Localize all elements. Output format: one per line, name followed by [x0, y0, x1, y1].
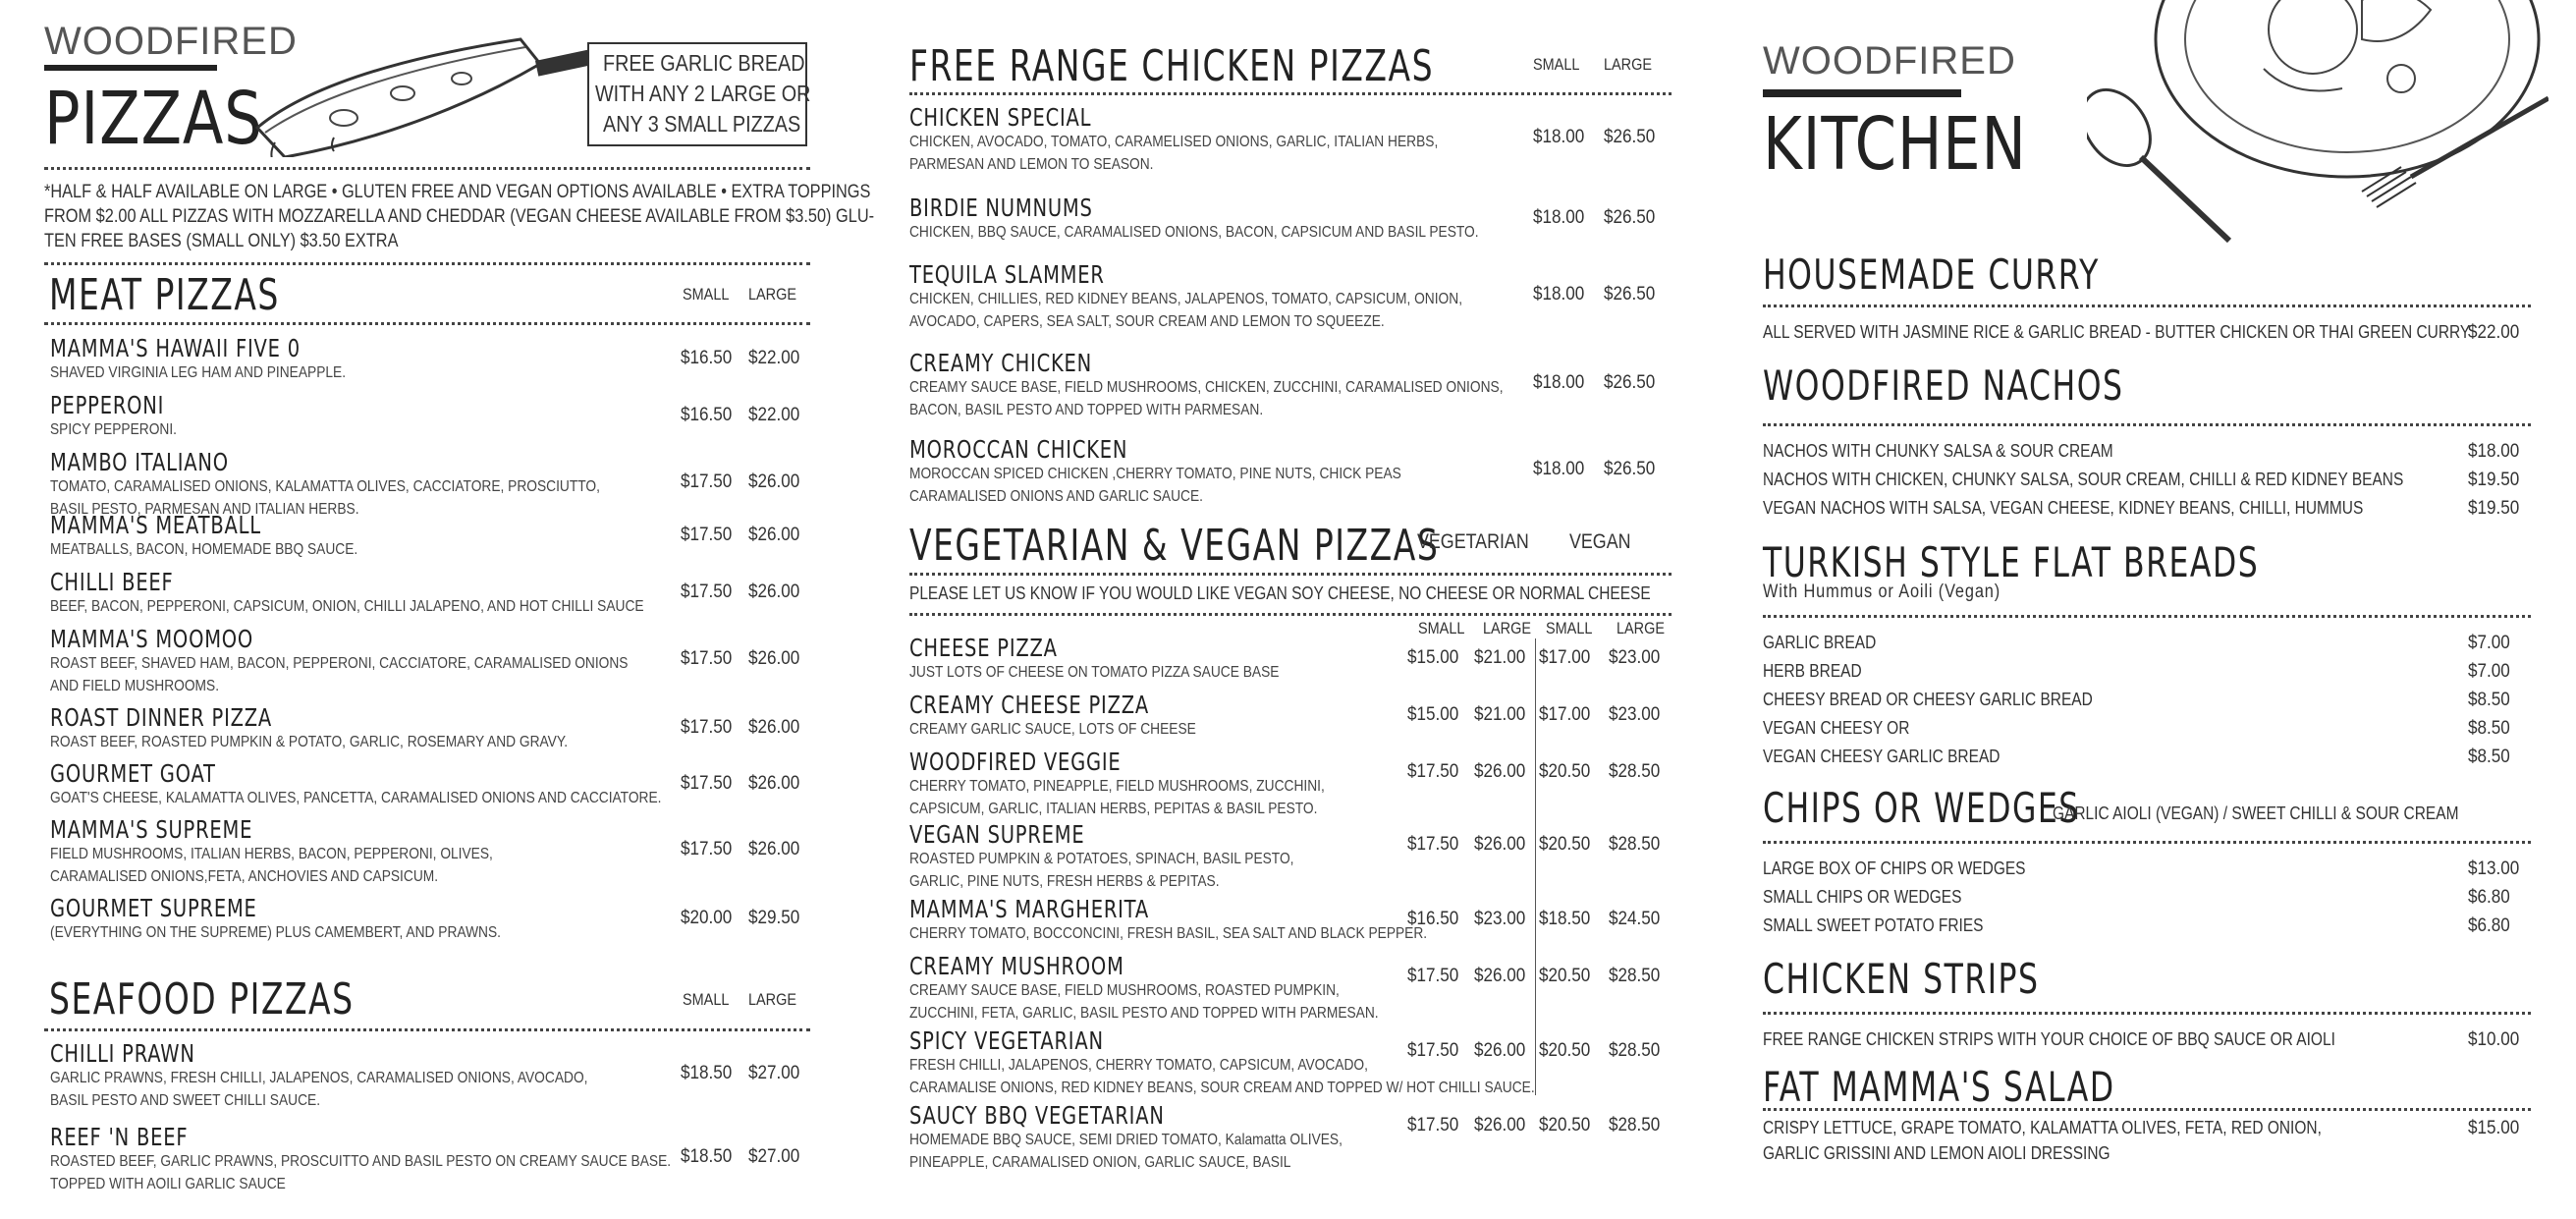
menu-item-label: NACHOS WITH CHUNKY SALSA & SOUR CREAM: [1763, 441, 2113, 461]
menu-item-label: LARGE BOX OF CHIPS OR WEDGES: [1763, 859, 2026, 878]
price-large: $26.00: [748, 717, 800, 738]
menu-item-price: $18.00: [2468, 441, 2520, 462]
col-header-large: LARGE: [748, 990, 796, 1009]
price-vegan-large: $28.50: [1609, 1115, 1661, 1136]
section-title-flatbreads: TURKISH STYLE FLAT BREADS: [1763, 538, 2260, 586]
salad-description: GARLIC GRISSINI AND LEMON AIOLI DRESSING: [1763, 1143, 2110, 1163]
price-veg-small: $15.00: [1407, 647, 1459, 668]
plate-cutlery-illustration: [2087, 0, 2549, 255]
salad-description: CRISPY LETTUCE, GRAPE TOMATO, KALAMATTA OLIVES, FETA, RED ONION,: [1763, 1118, 2322, 1137]
divider: [1763, 305, 2531, 307]
item-name: MAMMA'S MARGHERITA: [909, 895, 1149, 923]
menu-item-label: GARLIC BREAD: [1763, 633, 1877, 652]
menu-item-label: NACHOS WITH CHICKEN, CHUNKY SALSA, SOUR CREAM, CHILLI & RED KIDNEY BEANS: [1763, 470, 2404, 489]
price-veg-large: $26.00: [1474, 834, 1526, 855]
section-title-chips: CHIPS OR WEDGES: [1763, 784, 2080, 832]
price-large: $27.00: [748, 1146, 800, 1167]
vegan-cheese-note: PLEASE LET US KNOW IF YOU WOULD LIKE VEGAN SOY CHEESE, NO CHEESE OR NORMAL CHEESE: [909, 583, 1651, 603]
item-name: CHILLI PRAWN: [50, 1039, 195, 1068]
promo-line-1: FREE GARLIC BREAD: [603, 50, 805, 76]
price-small: $20.00: [681, 908, 733, 928]
kitchen-column: [1763, 0, 2531, 1219]
item-description: CREAMY SAUCE BASE, FIELD MUSHROOMS, CHICKEN, ZUCCHINI, CARAMALISED ONIONS,: [909, 379, 1504, 396]
item-name: MAMMA'S HAWAII FIVE 0: [50, 334, 301, 362]
item-description: CAPSICUM, GARLIC, ITALIAN HERBS, PEPITAS & BASIL PESTO.: [909, 801, 1318, 817]
price-vegan-small: $20.50: [1539, 761, 1591, 782]
menu-item-price: $6.80: [2468, 887, 2510, 908]
note-line: FROM $2.00 ALL PIZZAS WITH MOZZARELLA AND CHEDDAR (VEGAN CHEESE AVAILABLE FROM $3.50) GLU-: [44, 206, 875, 227]
price-vegan-large: $24.50: [1609, 909, 1661, 929]
price-vegan-small: $17.00: [1539, 704, 1591, 725]
price-veg-large: $21.00: [1474, 704, 1526, 725]
menu-item-price: $13.00: [2468, 859, 2520, 879]
section-title-curry: HOUSEMADE CURRY: [1763, 250, 2100, 299]
price-large: $26.50: [1604, 284, 1656, 305]
price-large: $26.00: [748, 582, 800, 602]
menu-item-price: $15.00: [2468, 1118, 2520, 1138]
section-title-strips: CHICKEN STRIPS: [1763, 955, 2040, 1003]
item-description: PINEAPPLE, CARAMALISED ONION, GARLIC SAUCE, BASIL: [909, 1154, 1291, 1171]
price-veg-small: $17.50: [1407, 834, 1459, 855]
col-header-small: SMALL: [1533, 55, 1580, 74]
item-name: CREAMY CHICKEN: [909, 349, 1093, 377]
price-small: $18.00: [1533, 284, 1585, 305]
item-name: REEF 'N BEEF: [50, 1123, 189, 1151]
price-vegan-large: $23.00: [1609, 647, 1661, 668]
item-description: PARMESAN AND LEMON TO SEASON.: [909, 156, 1154, 173]
price-vegan-small: $20.50: [1539, 1040, 1591, 1061]
brand-kitchen-title: KITCHEN: [1763, 102, 2027, 187]
item-name: CHILLI BEEF: [50, 568, 174, 596]
divider: [1763, 1108, 2531, 1111]
price-vegan-small: $20.50: [1539, 834, 1591, 855]
item-name: GOURMET SUPREME: [50, 894, 257, 922]
price-veg-small: $17.50: [1407, 1115, 1459, 1136]
item-description: SHAVED VIRGINIA LEG HAM AND PINEAPPLE.: [50, 364, 347, 381]
price-vegan-large: $28.50: [1609, 834, 1661, 855]
menu-item-price: $6.80: [2468, 915, 2510, 936]
col-header-large: LARGE: [748, 285, 796, 304]
pizzas-column: [44, 0, 875, 1219]
price-veg-large: $26.00: [1474, 761, 1526, 782]
price-small: $18.00: [1533, 372, 1585, 393]
price-large: $26.00: [748, 839, 800, 859]
col-header-small: SMALL: [683, 285, 730, 304]
item-description: ROASTED PUMPKIN & POTATOES, SPINACH, BASIL PESTO,: [909, 851, 1294, 867]
item-description: GARLIC PRAWNS, FRESH CHILLI, JALAPENOS, CARAMALISED ONIONS, AVOCADO,: [50, 1070, 588, 1086]
divider: [1763, 1012, 2531, 1015]
menu-item-label: SMALL CHIPS OR WEDGES: [1763, 887, 1962, 907]
item-description: FIELD MUSHROOMS, ITALIAN HERBS, BACON, PEPPERONI, OLIVES,: [50, 846, 493, 862]
price-veg-large: $23.00: [1474, 909, 1526, 929]
item-description: TOPPED WITH AOILI GARLIC SAUCE: [50, 1176, 286, 1192]
divider: [909, 92, 1672, 95]
col-header-vegan-large: LARGE: [1617, 619, 1665, 637]
menu-item-label: ALL SERVED WITH JASMINE RICE & GARLIC BREAD - BUTTER CHICKEN OR THAI GREEN CURRY: [1763, 322, 2471, 342]
divider: [44, 322, 810, 325]
price-veg-small: $17.50: [1407, 761, 1459, 782]
item-description: BEEF, BACON, PEPPERONI, CAPSICUM, ONION, CHILLI JALAPENO, AND HOT CHILLI SAUCE: [50, 598, 644, 615]
section-title-chicken: FREE RANGE CHICKEN PIZZAS: [909, 41, 1435, 91]
menu-item-price: $22.00: [2468, 322, 2520, 343]
price-vegan-large: $28.50: [1609, 761, 1661, 782]
item-description: CREAMY GARLIC SAUCE, LOTS OF CHEESE: [909, 721, 1196, 738]
item-description: FRESH CHILLI, JALAPENOS, CHERRY TOMATO, CAPSICUM, AVOCADO,: [909, 1057, 1368, 1074]
item-name: SAUCY BBQ VEGETARIAN: [909, 1101, 1165, 1130]
promo-line-3: ANY 3 SMALL PIZZAS: [603, 111, 801, 137]
brand-underline: [44, 65, 217, 71]
menu-item-price: $19.50: [2468, 470, 2520, 490]
item-name: CHICKEN SPECIAL: [909, 103, 1092, 132]
section-title-meat: MEAT PIZZAS: [49, 270, 280, 320]
section-subtitle: With Hummus or Aoili (Vegan): [1763, 582, 2001, 602]
note-line: *HALF & HALF AVAILABLE ON LARGE • GLUTEN FREE AND VEGAN OPTIONS AVAILABLE • EXTRA TOPPINGS: [44, 182, 871, 202]
price-small: $17.50: [681, 471, 733, 492]
col-header-veg-small: SMALL: [1418, 619, 1465, 637]
item-name: VEGAN SUPREME: [909, 820, 1085, 849]
divider: [909, 573, 1672, 576]
brand-underline: [1763, 89, 1961, 97]
price-small: $17.50: [681, 839, 733, 859]
price-small: $16.50: [681, 348, 733, 368]
price-vegan-small: $20.50: [1539, 966, 1591, 986]
price-veg-small: $16.50: [1407, 909, 1459, 929]
item-description: AND FIELD MUSHROOMS.: [50, 678, 220, 694]
item-description: CARAMALISED ONIONS,FETA, ANCHOVIES AND CAPSICUM.: [50, 868, 439, 885]
item-name: TEQUILA SLAMMER: [909, 260, 1105, 289]
menu-item-label: FREE RANGE CHICKEN STRIPS WITH YOUR CHOICE OF BBQ SAUCE OR AIOLI: [1763, 1029, 2335, 1049]
item-description: MOROCCAN SPICED CHICKEN ,CHERRY TOMATO, PINE NUTS, CHICK PEAS: [909, 466, 1401, 482]
price-veg-small: $17.50: [1407, 966, 1459, 986]
item-name: ROAST DINNER PIZZA: [50, 703, 273, 732]
menu-notes: [44, 180, 1010, 253]
divider: [1763, 615, 2531, 618]
menu-item-label: CHEESY BREAD OR CHEESY GARLIC BREAD: [1763, 690, 2093, 709]
price-large: $29.50: [748, 908, 800, 928]
menu-item-price: $7.00: [2468, 633, 2510, 653]
menu-item-price: $7.00: [2468, 661, 2510, 682]
item-description: CARAMALISED ONIONS AND GARLIC SAUCE.: [909, 488, 1203, 505]
item-description: GARLIC, PINE NUTS, FRESH HERBS & PEPITAS.: [909, 873, 1220, 890]
menu-item-price: $10.00: [2468, 1029, 2520, 1050]
price-small: $18.00: [1533, 207, 1585, 228]
menu-item-label: VEGAN CHEESY GARLIC BREAD: [1763, 747, 2001, 766]
price-small: $18.00: [1533, 127, 1585, 147]
col-header-large: LARGE: [1604, 55, 1652, 74]
col-header-vegetarian: VEGETARIAN: [1417, 530, 1529, 553]
item-description: BASIL PESTO, PARMESAN AND ITALIAN HERBS.: [50, 501, 359, 518]
section-title-salad: FAT MAMMA'S SALAD: [1763, 1063, 2115, 1111]
price-small: $16.50: [681, 405, 733, 425]
item-name: PEPPERONI: [50, 391, 165, 419]
menu-item-label: SMALL SWEET POTATO FRIES: [1763, 915, 1984, 935]
price-large: $22.00: [748, 348, 800, 368]
price-small: $18.50: [681, 1146, 733, 1167]
item-description: ROAST BEEF, SHAVED HAM, BACON, PEPPERONI, CACCIATORE, CARAMALISED ONIONS: [50, 655, 629, 672]
price-vegan-large: $23.00: [1609, 704, 1661, 725]
price-large: $26.00: [748, 773, 800, 794]
item-description: TOMATO, CARAMALISED ONIONS, KALAMATTA OLIVES, CACCIATORE, PROSCIUTTO,: [50, 478, 600, 495]
item-description: BASIL PESTO AND SWEET CHILLI SAUCE.: [50, 1092, 321, 1109]
divider: [909, 613, 1672, 616]
item-name: SPICY VEGETARIAN: [909, 1026, 1104, 1055]
item-name: GOURMET GOAT: [50, 759, 216, 788]
menu-item-label: VEGAN NACHOS WITH SALSA, VEGAN CHEESE, KIDNEY BEANS, CHILLI, HUMMUS: [1763, 498, 2364, 518]
price-small: $17.50: [681, 717, 733, 738]
item-description: CHICKEN, BBQ SAUCE, CARAMALISED ONIONS, BACON, CAPSICUM AND BASIL PESTO.: [909, 224, 1479, 241]
price-vegan-large: $28.50: [1609, 1040, 1661, 1061]
item-name: MAMMA'S MOOMOO: [50, 625, 254, 653]
item-description: CHERRY TOMATO, PINEAPPLE, FIELD MUSHROOMS, ZUCCHINI,: [909, 778, 1325, 795]
price-large: $26.50: [1604, 459, 1656, 479]
item-name: MOROCCAN CHICKEN: [909, 435, 1128, 464]
item-description: (EVERYTHING ON THE SUPREME) PLUS CAMEMBERT, AND PRAWNS.: [50, 924, 501, 941]
price-veg-large: $26.00: [1474, 1040, 1526, 1061]
item-name: BIRDIE NUMNUMS: [909, 194, 1093, 222]
price-large: $26.50: [1604, 127, 1656, 147]
divider: [1763, 423, 2531, 426]
price-vegan-small: $18.50: [1539, 909, 1591, 929]
item-description: ZUCCHINI, FETA, GARLIC, BASIL PESTO AND TOPPED WITH PARMESAN.: [909, 1005, 1379, 1022]
price-veg-large: $26.00: [1474, 966, 1526, 986]
col-header-vegan: VEGAN: [1569, 530, 1631, 553]
item-name: CHEESE PIZZA: [909, 634, 1058, 662]
divider: [44, 167, 810, 170]
item-description: SPICY PEPPERONI.: [50, 421, 177, 438]
divider: [44, 262, 810, 265]
item-description: CHICKEN, CHILLIES, RED KIDNEY BEANS, JALAPENOS, TOMATO, CAPSICUM, ONION,: [909, 291, 1463, 307]
price-large: $26.00: [748, 471, 800, 492]
pizza-slice-illustration: [246, 20, 638, 157]
item-description: CREAMY SAUCE BASE, FIELD MUSHROOMS, ROASTED PUMPKIN,: [909, 982, 1340, 999]
item-description: BACON, BASIL PESTO AND TOPPED WITH PARMESAN.: [909, 402, 1264, 418]
menu-item-price: $8.50: [2468, 747, 2510, 767]
price-small: $17.50: [681, 648, 733, 669]
price-veg-large: $21.00: [1474, 647, 1526, 668]
menu-item-price: $8.50: [2468, 718, 2510, 739]
promo-line-2: WITH ANY 2 LARGE OR: [595, 81, 811, 106]
vegan-column-separator: [1535, 638, 1536, 1095]
price-small: $18.50: [681, 1063, 733, 1083]
item-description: ROASTED BEEF, GARLIC PRAWNS, PROSCUITTO AND BASIL PESTO ON CREAMY SAUCE BASE.: [50, 1153, 672, 1170]
menu-item-label: HERB BREAD: [1763, 661, 1862, 681]
item-name: MAMMA'S SUPREME: [50, 815, 253, 844]
brand-pizzas-title: PIZZAS: [44, 77, 263, 161]
menu-item-price: $19.50: [2468, 498, 2520, 519]
chicken-vegetarian-column: [909, 0, 1672, 1219]
price-small: $17.50: [681, 582, 733, 602]
price-large: $26.50: [1604, 207, 1656, 228]
section-title-vegetarian: VEGETARIAN & VEGAN PIZZAS: [909, 521, 1440, 571]
price-large: $27.00: [748, 1063, 800, 1083]
divider: [1763, 841, 2531, 844]
price-large: $22.00: [748, 405, 800, 425]
divider: [44, 1028, 810, 1031]
price-vegan-small: $20.50: [1539, 1115, 1591, 1136]
section-title-seafood: SEAFOOD PIZZAS: [49, 974, 355, 1025]
item-name: WOODFIRED VEGGIE: [909, 748, 1122, 776]
item-description: JUST LOTS OF CHEESE ON TOMATO PIZZA SAUCE BASE: [909, 664, 1280, 681]
price-large: $26.50: [1604, 372, 1656, 393]
item-description: CARAMALISE ONIONS, RED KIDNEY BEANS, SOUR CREAM AND TOPPED W/ HOT CHILLI SAUCE.: [909, 1080, 1535, 1096]
col-header-small: SMALL: [683, 990, 730, 1009]
item-description: HOMEMADE BBQ SAUCE, SEMI DRIED TOMATO, Kalamatta OLIVES,: [909, 1132, 1343, 1148]
menu-item-label: VEGAN CHEESY OR: [1763, 718, 1910, 738]
price-vegan-small: $17.00: [1539, 647, 1591, 668]
price-veg-small: $17.50: [1407, 1040, 1459, 1061]
item-description: MEATBALLS, BACON, HOMEMADE BBQ SAUCE.: [50, 541, 358, 558]
col-header-vegan-small: SMALL: [1546, 619, 1593, 637]
item-description: CHICKEN, AVOCADO, TOMATO, CARAMELISED ONIONS, GARLIC, ITALIAN HERBS,: [909, 134, 1439, 150]
item-name: CREAMY MUSHROOM: [909, 952, 1124, 980]
price-veg-small: $15.00: [1407, 704, 1459, 725]
menu-item-price: $8.50: [2468, 690, 2510, 710]
price-large: $26.00: [748, 525, 800, 545]
item-name: MAMBO ITALIANO: [50, 448, 229, 476]
col-header-veg-large: LARGE: [1483, 619, 1531, 637]
price-small: $17.50: [681, 525, 733, 545]
note-line: TEN FREE BASES (SMALL ONLY) $3.50 EXTRA: [44, 231, 399, 251]
section-title-nachos: WOODFIRED NACHOS: [1763, 361, 2124, 410]
item-name: CREAMY CHEESE PIZZA: [909, 691, 1149, 719]
price-large: $26.00: [748, 648, 800, 669]
brand-woodfired-label: WOODFIRED: [44, 20, 298, 63]
price-veg-large: $26.00: [1474, 1115, 1526, 1136]
item-name: MAMMA'S MEATBALL: [50, 511, 261, 539]
item-description: ROAST BEEF, ROASTED PUMPKIN & POTATO, GARLIC, ROSEMARY AND GRAVY.: [50, 734, 569, 750]
price-vegan-large: $28.50: [1609, 966, 1661, 986]
price-small: $17.50: [681, 773, 733, 794]
brand-woodfired-label: WOODFIRED: [1763, 39, 2016, 83]
price-small: $18.00: [1533, 459, 1585, 479]
item-description: AVOCADO, CAPERS, SEA SALT, SOUR CREAM AND LEMON TO SQUEEZE.: [909, 313, 1385, 330]
promo-box: [587, 42, 811, 146]
item-description: CHERRY TOMATO, BOCCONCINI, FRESH BASIL, SEA SALT AND BLACK PEPPER.: [909, 925, 1428, 942]
item-description: GOAT'S CHEESE, KALAMATTA OLIVES, PANCETTA, CARAMALISED ONIONS AND CACCIATORE.: [50, 790, 662, 806]
section-subtitle: GARLIC AIOLI (VEGAN) / SWEET CHILLI & SOUR CREAM: [2053, 803, 2459, 823]
